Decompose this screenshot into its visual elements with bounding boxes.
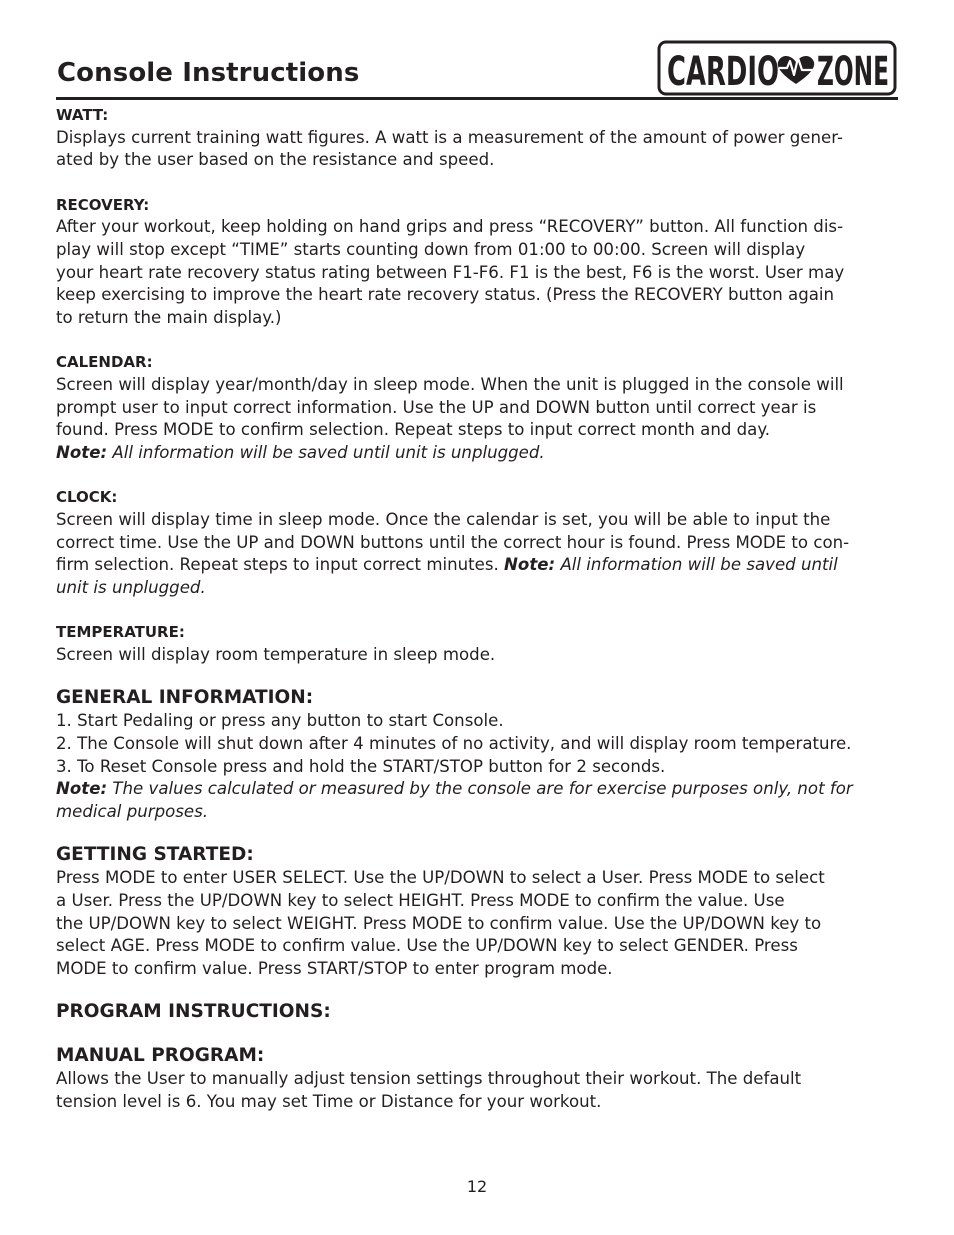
- paragraph-line: After your workout, keep holding on hand grips and press “RECOVERY” button. All function dis-: [56, 217, 844, 237]
- page-content: [56, 104, 906, 1114]
- note-label: Note:: [56, 779, 108, 799]
- cardio-zone-logo-graphic: [657, 40, 897, 96]
- list-item: 1. Start Pedaling or press any button to start Console.: [56, 711, 504, 731]
- header-rule: [56, 97, 898, 100]
- paragraph-line: a User. Press the UP/DOWN key to select HEIGHT. Press MODE to confirm the value. Use: [56, 891, 785, 911]
- note-label: Note:: [504, 555, 556, 575]
- section-heading-manual-program: MANUAL PROGRAM:: [56, 1045, 265, 1067]
- section-heading-clock: CLOCK:: [56, 488, 118, 507]
- paragraph-line: keep exercising to improve the heart rate recovery status. (Press the RECOVERY button again: [56, 285, 835, 305]
- paragraph-line: MODE to confirm value. Press START/STOP to enter program mode.: [56, 958, 613, 978]
- note-text: All information will be saved until: [555, 555, 838, 575]
- note-text: unit is unplugged.: [56, 577, 206, 597]
- paragraph-line: Screen will display room temperature in sleep mode.: [56, 644, 496, 664]
- section-heading-calendar: CALENDAR:: [56, 353, 153, 372]
- paragraph-line: play will stop except “TIME” starts counting down from 01:00 to 00:00. Screen will display: [56, 239, 806, 259]
- page-number: 12: [466, 1177, 488, 1196]
- section-heading-getting-started: GETTING STARTED:: [56, 844, 254, 866]
- paragraph-line: prompt user to input correct information. Use the UP and DOWN button until correct year is: [56, 397, 817, 417]
- paragraph-line: Displays current training watt figures. A watt is a measurement of the amount of power gener-: [56, 127, 843, 147]
- paragraph-line: Screen will display time in sleep mode. Once the calendar is set, you will be able to input the: [56, 509, 831, 529]
- paragraph-line: the UP/DOWN key to select WEIGHT. Press MODE to confirm value. Use the UP/DOWN key to: [56, 913, 822, 933]
- svg-text:CARDIO: CARDIO: [667, 49, 779, 95]
- list-item: 2. The Console will shut down after 4 minutes of no activity, and will display room temperature.: [56, 734, 852, 754]
- paragraph-line: your heart rate recovery status rating between F1-F6. F1 is the best, F6 is the worst. User may: [56, 262, 845, 282]
- general-note: [56, 778, 906, 801]
- svg-text:ZONE: ZONE: [817, 49, 889, 95]
- section-heading-general-information: GENERAL INFORMATION:: [56, 687, 314, 709]
- paragraph-line: to return the main display.): [56, 307, 282, 327]
- paragraph-line: found. Press MODE to confirm selection. Repeat steps to input correct month and day.: [56, 420, 771, 440]
- section-heading-temperature: TEMPERATURE:: [56, 623, 185, 642]
- note-text: All information will be saved until unit is unplugged.: [107, 442, 545, 462]
- calendar-note: [56, 442, 906, 465]
- note-label: Note:: [56, 442, 108, 462]
- cardio-zone-logo: [657, 40, 897, 96]
- paragraph-line: [56, 554, 906, 577]
- page-title: Console Instructions: [57, 58, 360, 88]
- section-heading-program-instructions: PROGRAM INSTRUCTIONS:: [56, 1001, 331, 1023]
- note-text: medical purposes.: [56, 801, 209, 821]
- section-heading-recovery: RECOVERY:: [56, 195, 150, 214]
- paragraph-line: select AGE. Press MODE to confirm value. Use the UP/DOWN key to select GENDER. Press: [56, 936, 798, 956]
- list-item: 3. To Reset Console press and hold the START/STOP button for 2 seconds.: [56, 756, 666, 776]
- paragraph-line: Press MODE to enter USER SELECT. Use the UP/DOWN to select a User. Press MODE to select: [56, 868, 825, 888]
- section-heading-watt: WATT:: [56, 106, 109, 124]
- paragraph-line: Screen will display year/month/day in sleep mode. When the unit is plugged in the console will: [56, 374, 844, 394]
- paragraph-line: Allows the User to manually adjust tension settings throughout their workout. The default: [56, 1069, 802, 1089]
- paragraph-line: tension level is 6. You may set Time or Distance for your workout.: [56, 1092, 602, 1111]
- paragraph-line: correct time. Use the UP and DOWN buttons until the correct hour is found. Press MODE to con-: [56, 532, 850, 552]
- note-text: The values calculated or measured by the console are for exercise purposes only, not for: [107, 779, 853, 799]
- paragraph-line: ated by the user based on the resistance and speed.: [56, 150, 495, 170]
- paragraph-text: firm selection. Repeat steps to input correct minutes.: [56, 555, 505, 575]
